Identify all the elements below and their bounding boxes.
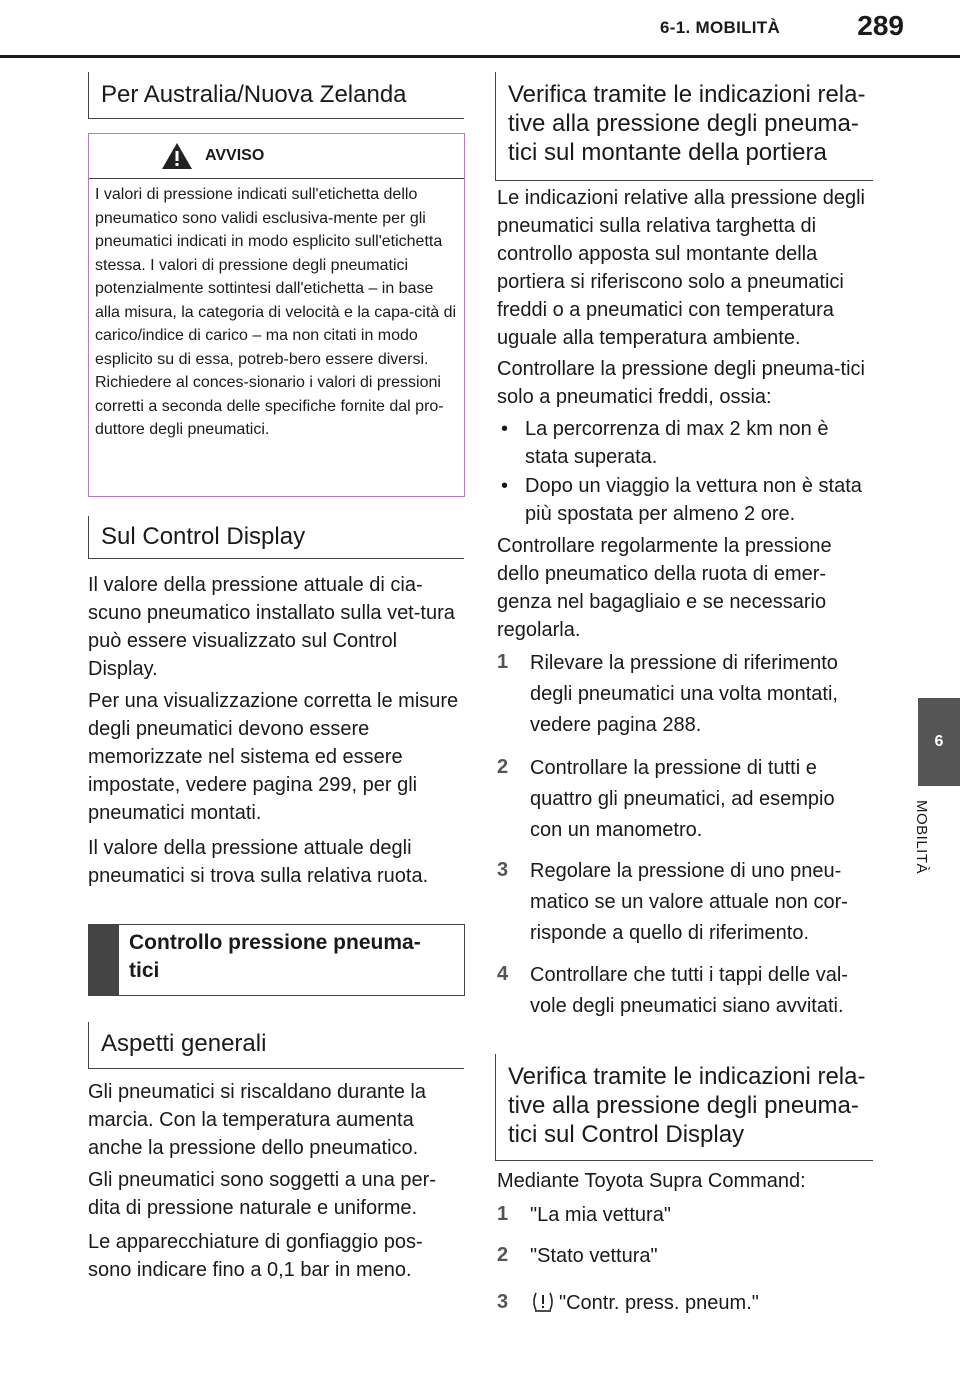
warning-triangle-icon bbox=[161, 142, 193, 170]
paragraph: Per una visualizzazione corretta le misure degli pneumatici devono essere memorizzate nel sistema ed essere impostate, vedere pagina 299, per gli pneumatici montati. bbox=[88, 690, 459, 824]
chapter-number: 6 bbox=[934, 733, 944, 750]
warning-header bbox=[89, 134, 464, 179]
warning-title: AVVISO bbox=[205, 147, 265, 164]
paragraph: Mediante Toyota Supra Command: bbox=[497, 1170, 806, 1192]
task-heading-title: Controllo pressione pneuma-tici bbox=[129, 931, 421, 982]
task-heading-bar bbox=[89, 925, 119, 995]
chapter-label: MOBILITÀ bbox=[913, 800, 930, 875]
subheading-general: Aspetti generali bbox=[88, 1022, 464, 1069]
subheading-control-display: Sul Control Display bbox=[88, 516, 464, 559]
paragraph: Il valore della pressione attuale di cia-scuno pneumatico installato sulla vet-tura può essere visualizzato sul Control Display. bbox=[88, 574, 455, 680]
warning-text: I valori di pressione indicati sull'etichetta dello pneumatico sono validi esclusiva-mente per gli pneumatici indicati in modo esplicito sull'etichetta stessa. I valori di pressione degli pneumatici potenzialmente sottintesi dall'etichetta – in base alla misura, la categoria di velocità e la capa-cità di carico/indice di carico – ma non citati in modo esplicito su di essa, potreb-bero essere diversi. Richiedere al conces-sionario i valori di pressioni corretti a seconda delle specifiche fornite dal pro-duttore degli pneumatici. bbox=[95, 186, 457, 438]
paragraph: Gli pneumatici si riscaldano durante la marcia. Con la temperatura aumenta anche la pressione dello pneumatico. bbox=[88, 1081, 426, 1159]
paragraph: Controllare regolarmente la pressione dello pneumatico della ruota di emer-genza nel bagagliaio e se necessario regolarla. bbox=[497, 535, 832, 641]
header-rule bbox=[0, 55, 960, 58]
subheading-door-pillar: Verifica tramite le indicazioni rela-tive alla pressione degli pneuma-tici sul montante della portiera bbox=[495, 72, 873, 181]
subheading-control-display-check: Verifica tramite le indicazioni rela-tive alla pressione degli pneuma-tici sul Control Display bbox=[495, 1054, 873, 1161]
paragraph: Il valore della pressione attuale degli pneumatici si trova sulla relativa ruota. bbox=[88, 837, 429, 887]
task-heading-box bbox=[88, 924, 465, 996]
paragraph: Controllare la pressione degli pneuma-tici solo a pneumatici freddi, ossia: bbox=[497, 358, 865, 408]
tire-pressure-warning-icon bbox=[531, 1291, 555, 1313]
paragraph: Le indicazioni relative alla pressione degli pneumatici sulla relativa targhetta di controllo apposta sul montante della portiera si riferiscono solo a pneumatici freddi o a pneumatici con temperatura uguale alla temperatura ambiente. bbox=[497, 187, 865, 349]
paragraph: Le apparecchiature di gonfiaggio pos-sono indicare fino a 0,1 bar in meno. bbox=[88, 1231, 423, 1281]
section-title: 6-1. MOBILITÀ bbox=[660, 18, 781, 37]
paragraph: Gli pneumatici sono soggetti a una per-dita di pressione naturale e uniforme. bbox=[88, 1169, 436, 1219]
chapter-tab[interactable] bbox=[918, 698, 960, 786]
page-number: 289 bbox=[857, 10, 904, 41]
subheading-australia: Per Australia/Nuova Zelanda bbox=[88, 72, 464, 119]
warning-box bbox=[88, 133, 465, 497]
